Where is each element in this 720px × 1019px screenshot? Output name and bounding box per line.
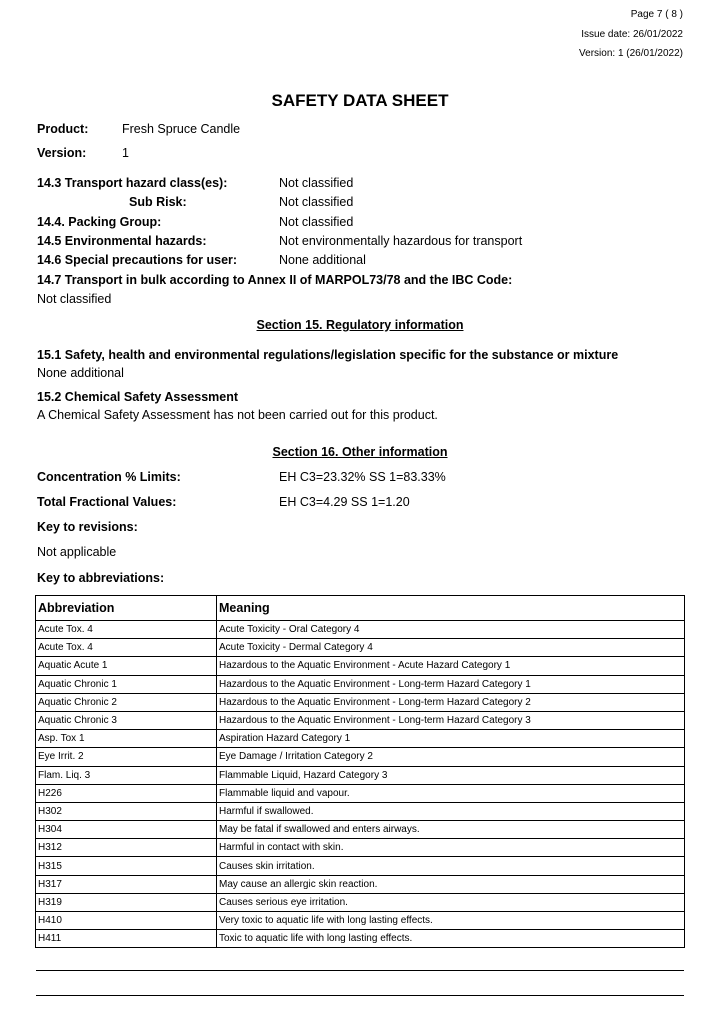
special-precautions-value: None additional <box>279 253 366 267</box>
abbreviation-cell: H226 <box>36 784 217 802</box>
section-15-heading: Section 15. Regulatory information <box>256 318 464 332</box>
meaning-cell: Acute Toxicity - Oral Category 4 <box>217 621 685 639</box>
table-row <box>36 839 685 857</box>
sub-risk-label: Sub Risk: <box>129 195 187 209</box>
table-row <box>36 893 685 911</box>
table-row <box>36 821 685 839</box>
abbreviation-cell: Aquatic Chronic 3 <box>36 711 217 729</box>
meaning-cell: Harmful in contact with skin. <box>217 839 685 857</box>
special-precautions-label: 14.6 Special precautions for user: <box>37 253 238 267</box>
table-row <box>36 912 685 930</box>
version-label: Version: <box>37 146 87 160</box>
table-row <box>36 675 685 693</box>
meaning-cell: Hazardous to the Aquatic Environment - Long-term Hazard Category 1 <box>217 675 685 693</box>
chemical-safety-assessment-value: A Chemical Safety Assessment has not been carried out for this product. <box>37 408 438 422</box>
bulk-transport-label: 14.7 Transport in bulk according to Annex II of MARPOL73/78 and the IBC Code: <box>37 273 513 287</box>
key-to-abbreviations-label: Key to abbreviations: <box>37 571 165 585</box>
product-label: Product: <box>37 122 89 136</box>
abbreviation-cell: H304 <box>36 821 217 839</box>
concentration-limits-label: Concentration % Limits: <box>37 470 181 484</box>
abbreviation-cell: Acute Tox. 4 <box>36 639 217 657</box>
table-row <box>36 784 685 802</box>
abbreviation-cell: H315 <box>36 857 217 875</box>
document-title: SAFETY DATA SHEET <box>271 91 449 110</box>
table-row <box>36 875 685 893</box>
abbreviations-table-body <box>36 621 685 948</box>
table-row <box>36 802 685 820</box>
abbreviation-cell: H317 <box>36 875 217 893</box>
environmental-hazards-value: Not environmentally hazardous for transport <box>279 234 523 248</box>
document-version: Version: 1 (26/01/2022) <box>579 48 683 59</box>
transport-hazard-class-label: 14.3 Transport hazard class(es): <box>37 176 228 190</box>
table-row <box>36 766 685 784</box>
table-row <box>36 639 685 657</box>
abbreviations-table <box>35 595 685 948</box>
abbreviation-cell: Acute Tox. 4 <box>36 621 217 639</box>
key-to-revisions-label: Key to revisions: <box>37 520 138 534</box>
abbreviation-cell: H302 <box>36 802 217 820</box>
fractional-values-value: EH C3=4.29 SS 1=1.20 <box>279 495 410 509</box>
meaning-cell: Aspiration Hazard Category 1 <box>217 730 685 748</box>
footer-rule-bottom <box>36 995 684 996</box>
bulk-transport-value: Not classified <box>37 292 112 306</box>
table-header-row <box>36 596 685 621</box>
table-row <box>36 657 685 675</box>
key-to-revisions-value: Not applicable <box>37 545 117 559</box>
issue-date: Issue date: 26/01/2022 <box>581 29 683 40</box>
abbreviation-cell: H410 <box>36 912 217 930</box>
meaning-column-header: Meaning <box>217 596 685 621</box>
abbreviation-cell: H411 <box>36 930 217 948</box>
abbreviation-cell: H312 <box>36 839 217 857</box>
meaning-cell: Causes serious eye irritation. <box>217 893 685 911</box>
footer-rule-top <box>36 970 684 971</box>
transport-hazard-class-value: Not classified <box>279 176 354 190</box>
abbreviation-cell: H319 <box>36 893 217 911</box>
meaning-cell: Hazardous to the Aquatic Environment - Acute Hazard Category 1 <box>217 657 685 675</box>
table-row <box>36 857 685 875</box>
table-row <box>36 693 685 711</box>
abbreviation-cell: Asp. Tox 1 <box>36 730 217 748</box>
table-row <box>36 711 685 729</box>
meaning-cell: May be fatal if swallowed and enters airways. <box>217 821 685 839</box>
page-number: Page 7 ( 8 ) <box>630 9 683 20</box>
version-value: 1 <box>122 146 129 160</box>
regulations-label: 15.1 Safety, health and environmental regulations/legislation specific for the substance or mixture <box>37 348 619 362</box>
concentration-limits-value: EH C3=23.32% SS 1=83.33% <box>279 470 446 484</box>
table-row <box>36 930 685 948</box>
product-value: Fresh Spruce Candle <box>122 122 241 136</box>
abbreviation-cell: Aquatic Chronic 2 <box>36 693 217 711</box>
table-row <box>36 730 685 748</box>
meaning-cell: Causes skin irritation. <box>217 857 685 875</box>
section-16-heading: Section 16. Other information <box>272 445 448 459</box>
meaning-cell: Eye Damage / Irritation Category 2 <box>217 748 685 766</box>
packing-group-label: 14.4. Packing Group: <box>37 215 162 229</box>
fractional-values-label: Total Fractional Values: <box>37 495 177 509</box>
meaning-cell: Hazardous to the Aquatic Environment - Long-term Hazard Category 3 <box>217 711 685 729</box>
meaning-cell: Harmful if swallowed. <box>217 802 685 820</box>
meaning-cell: Very toxic to aquatic life with long lasting effects. <box>217 912 685 930</box>
sub-risk-value: Not classified <box>279 195 354 209</box>
meaning-cell: Flammable liquid and vapour. <box>217 784 685 802</box>
environmental-hazards-label: 14.5 Environmental hazards: <box>37 234 207 248</box>
regulations-value: None additional <box>37 366 124 380</box>
abbreviation-cell: Aquatic Acute 1 <box>36 657 217 675</box>
chemical-safety-assessment-label: 15.2 Chemical Safety Assessment <box>37 390 239 404</box>
table-row <box>36 748 685 766</box>
abbreviation-column-header: Abbreviation <box>36 596 217 621</box>
table-row <box>36 621 685 639</box>
meaning-cell: Acute Toxicity - Dermal Category 4 <box>217 639 685 657</box>
meaning-cell: Hazardous to the Aquatic Environment - Long-term Hazard Category 2 <box>217 693 685 711</box>
abbreviation-cell: Eye Irrit. 2 <box>36 748 217 766</box>
abbreviation-cell: Aquatic Chronic 1 <box>36 675 217 693</box>
meaning-cell: May cause an allergic skin reaction. <box>217 875 685 893</box>
meaning-cell: Toxic to aquatic life with long lasting effects. <box>217 930 685 948</box>
abbreviation-cell: Flam. Liq. 3 <box>36 766 217 784</box>
meaning-cell: Flammable Liquid, Hazard Category 3 <box>217 766 685 784</box>
packing-group-value: Not classified <box>279 215 354 229</box>
